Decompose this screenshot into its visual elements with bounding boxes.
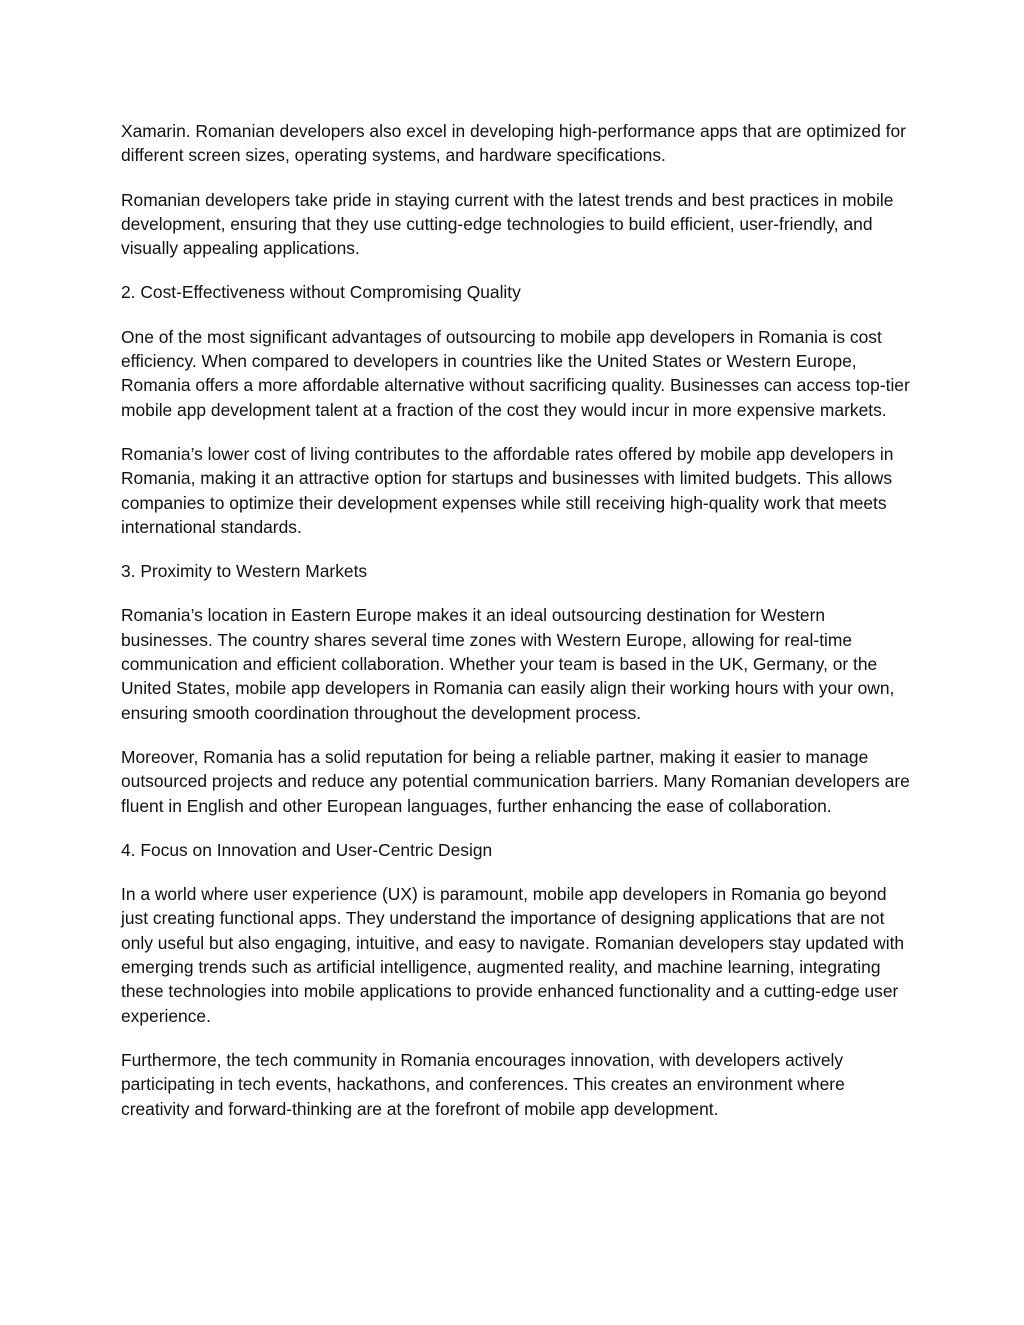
section-heading-cost-effectiveness: 2. Cost-Effectiveness without Compromising Quality bbox=[121, 282, 521, 303]
paragraph-reliable-partner: Moreover, Romania has a solid reputation for being a reliable partner, making it easier to manage outsourced projects and reduce any potential communication barriers. Many Romanian developers are fluent in English and other European languages, further enhancing the ease of collaboration. bbox=[121, 746, 910, 816]
paragraph-current-trends: Romanian developers take pride in staying current with the latest trends and best practices in mobile development, ensuring that they use cutting-edge technologies to build efficient, user-friendly, and visually appealing applications. bbox=[121, 189, 894, 259]
section-heading-proximity: 3. Proximity to Western Markets bbox=[121, 561, 368, 582]
paragraph-xamarin-performance: Xamarin. Romanian developers also excel in developing high-performance apps that are optimized for different screen sizes, operating systems, and hardware specifications. bbox=[121, 121, 906, 166]
paragraph-location-time-zones: Romania’s location in Eastern Europe makes it an ideal outsourcing destination for Western businesses. The country shares several time zones with Western Europe, allowing for real-time communication and efficient collaboration. Whether your team is based in the UK, Germany, or the United States, mobile app developers in Romania can easily align their working hours with your own, ensuring smooth coordination throughout the development process. bbox=[121, 605, 895, 723]
document-page bbox=[121, 119, 911, 1141]
paragraph-user-experience: In a world where user experience (UX) is paramount, mobile app developers in Romania go beyond just creating functional apps. They understand the importance of designing applications that are not only useful but also engaging, intuitive, and easy to navigate. Romanian developers stay updated with emerging trends such as artificial intelligence, augmented reality, and machine learning, integrating these technologies into mobile applications to provide enhanced functionality and a cutting-edge user experience. bbox=[121, 884, 905, 1026]
paragraph-lower-cost-of-living: Romania’s lower cost of living contributes to the affordable rates offered by mobile app developers in Romania, making it an attractive option for startups and businesses with limited budgets. This allows companies to optimize their development expenses while still receiving high-quality work that meets international standards. bbox=[121, 443, 894, 537]
paragraph-cost-efficiency: One of the most significant advantages of outsourcing to mobile app developers in Romania is cost efficiency. When compared to developers in countries like the United States or Western Europe, Romania offers a more affordable alternative without sacrificing quality. Businesses can access top-tier mobile app development talent at a fraction of the cost they would incur in more expensive markets. bbox=[121, 326, 910, 420]
paragraph-tech-community: Furthermore, the tech community in Romania encourages innovation, with developers actively participating in tech events, hackathons, and conferences. This creates an environment where creativity and forward-thinking are at the forefront of mobile app development. bbox=[121, 1049, 845, 1119]
section-heading-innovation: 4. Focus on Innovation and User-Centric Design bbox=[121, 839, 493, 860]
